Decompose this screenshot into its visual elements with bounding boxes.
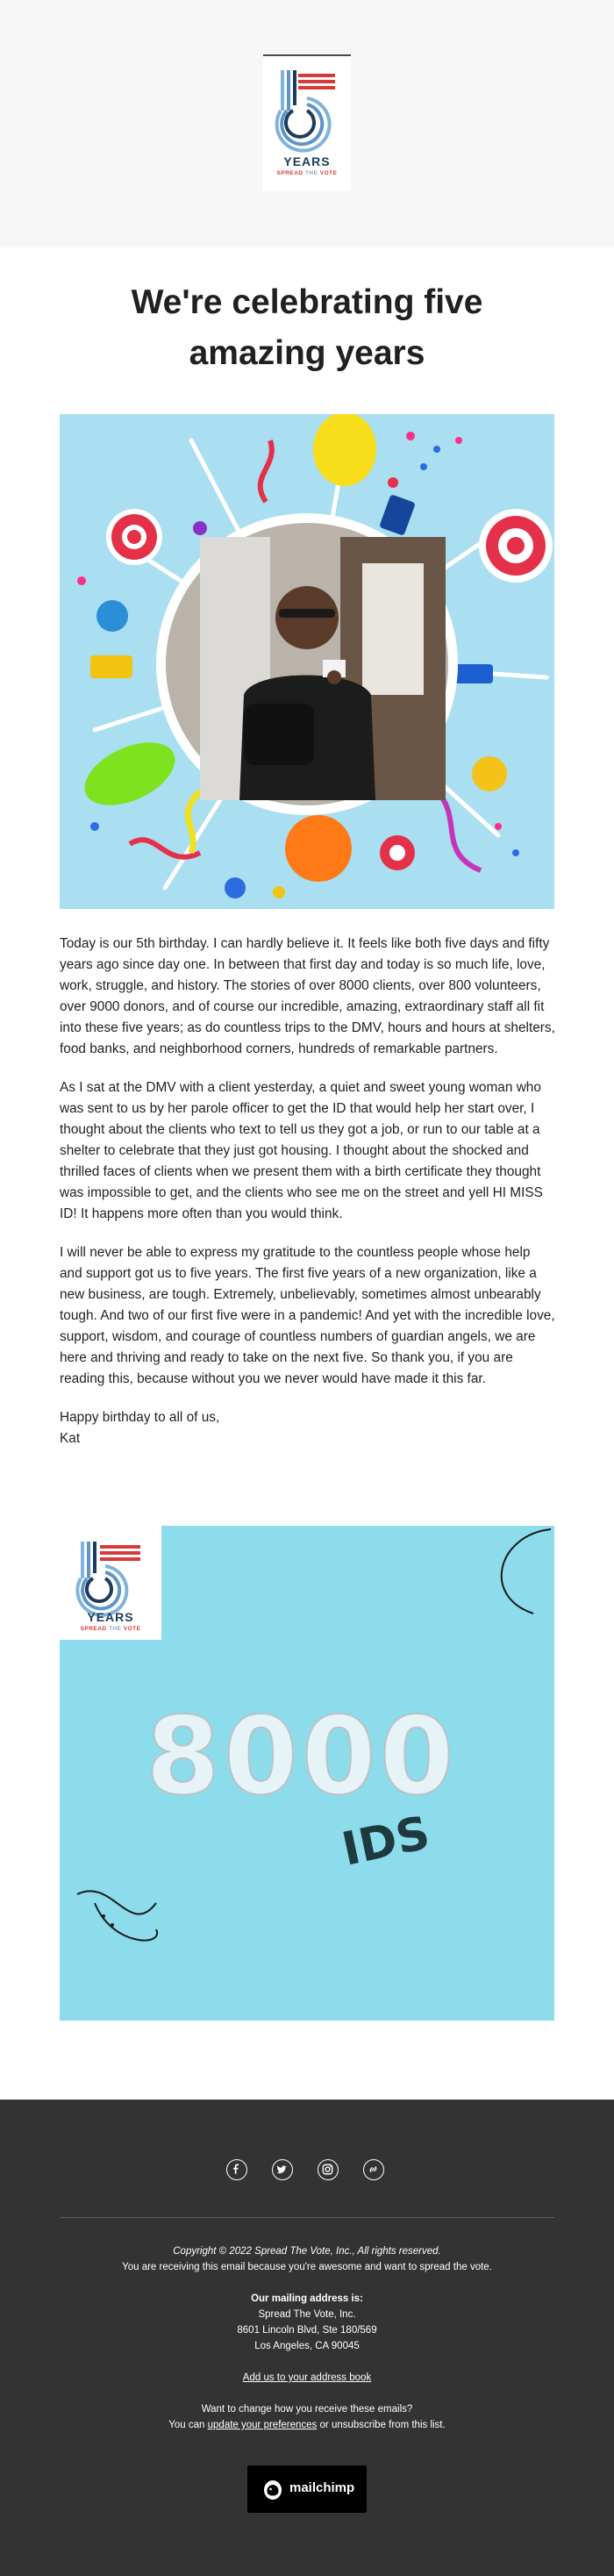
page-title [0,277,614,379]
signature-name: Kat [60,1431,81,1446]
promo-label: IDS [337,1807,435,1877]
letter-body [60,934,556,1449]
paragraph-2: As I sat at the DMV with a client yesterday, a quiet and sweet young woman who was sent to us by her parole officer to get the ID that would help her start over, I thought about the clients who text to tell us they got a job, or run to our table at a shelter to celebrate that they just got housing. I thought about the shocked and thrilled faces of clients when we present them with a birth certificate they thought was impossible to get, and the clients who see me on the street and yell HI MISS ID! It happens more often than you would think. [60,1080,543,1221]
header-band [0,0,614,247]
address-line-1: 8601 Lincoln Blvd, Ste 180/569 [237,2325,377,2336]
logo-tagline [263,170,351,176]
preferences-question: Want to change how you receive these emails? [201,2404,413,2415]
email-footer [0,2100,614,2576]
promo-logo-vote: VOTE [123,1626,141,1632]
twitter-icon[interactable] [272,2159,293,2180]
header-logo[interactable] [263,54,351,191]
subscription-reason: You are receiving this email because you're awesome and want to spread the vote. [122,2262,492,2272]
promo-image [60,1526,554,2021]
footer-divider [60,2217,554,2218]
promo-logo-years: YEARS [87,1610,134,1624]
add-to-address-book-link[interactable]: Add us to your address book [242,2372,372,2383]
signature-block [60,1407,556,1449]
promo-number: 8000 [146,1694,458,1819]
address-name: Spread The Vote, Inc. [258,2309,356,2320]
address-line-2: Los Angeles, CA 90045 [254,2341,360,2351]
copyright-text: Copyright © 2022 Spread The Vote, Inc., All rights reserved. [173,2246,441,2257]
link-icon[interactable] [363,2159,384,2180]
you-can-text: You can [168,2420,205,2430]
instagram-icon[interactable] [318,2159,339,2180]
signoff-line: Happy birthday to all of us, [60,1410,220,1425]
headline-line-1: We're celebrating five [131,283,483,321]
period-text: . [442,2420,446,2430]
party-decorations-illustration [60,414,554,909]
logo-the: THE [304,170,318,176]
mailchimp-badge[interactable] [247,2465,367,2513]
promo-logo-the: THE [108,1626,122,1632]
headline-line-2: amazing years [189,334,425,372]
or-text: or [319,2420,329,2430]
address-book-row [0,2370,614,2386]
mailing-address-heading: Our mailing address is: [251,2293,363,2304]
preferences-row [0,2417,614,2433]
paragraph-1: Today is our 5th birthday. I can hardly believe it. It feels like both five days and fifty years ago since day one. In between that first day and today is so much life, love, work, struggle, and history. The stories of over 8000 clients, over 800 volunteers, over 9000 donors, and of course our incredible, amazing, extraordinary staff all fit into these five years; as do countless trips to the DMV, hours and hours at shelters, food banks, and neighborhood corners, hundreds of remarkable partners. [60,936,555,1056]
logo-years-label: YEARS [283,154,331,168]
mailchimp-wordmark: mailchimp [289,2480,355,2495]
mailchimp-freddie-icon [260,2476,286,2502]
logo-vote: VOTE [319,170,338,176]
logo-spread: SPREAD [276,170,303,176]
paragraph-3: I will never be able to express my gratitude to the countless people whose help and support got us to five years. The first five years of a new organization, like a new business, are tough. Extremely, unbelievably, sometimes almost unbearably tough. And two of our first five were in a pandemic! And yet with the incredible love, support, wisdom, and courage of countless numbers of guardian angels, we are here and thriving and ready to take on the next five. So thank you, if you are reading this, because without you we never would have made it this far. [60,1245,555,1386]
hero-image [60,414,554,909]
promo-logo-spread: SPREAD [80,1626,107,1632]
facebook-icon[interactable] [226,2159,247,2180]
update-preferences-link[interactable]: update your preferences [207,2420,318,2430]
unsubscribe-link[interactable]: unsubscribe from this list [331,2420,443,2430]
